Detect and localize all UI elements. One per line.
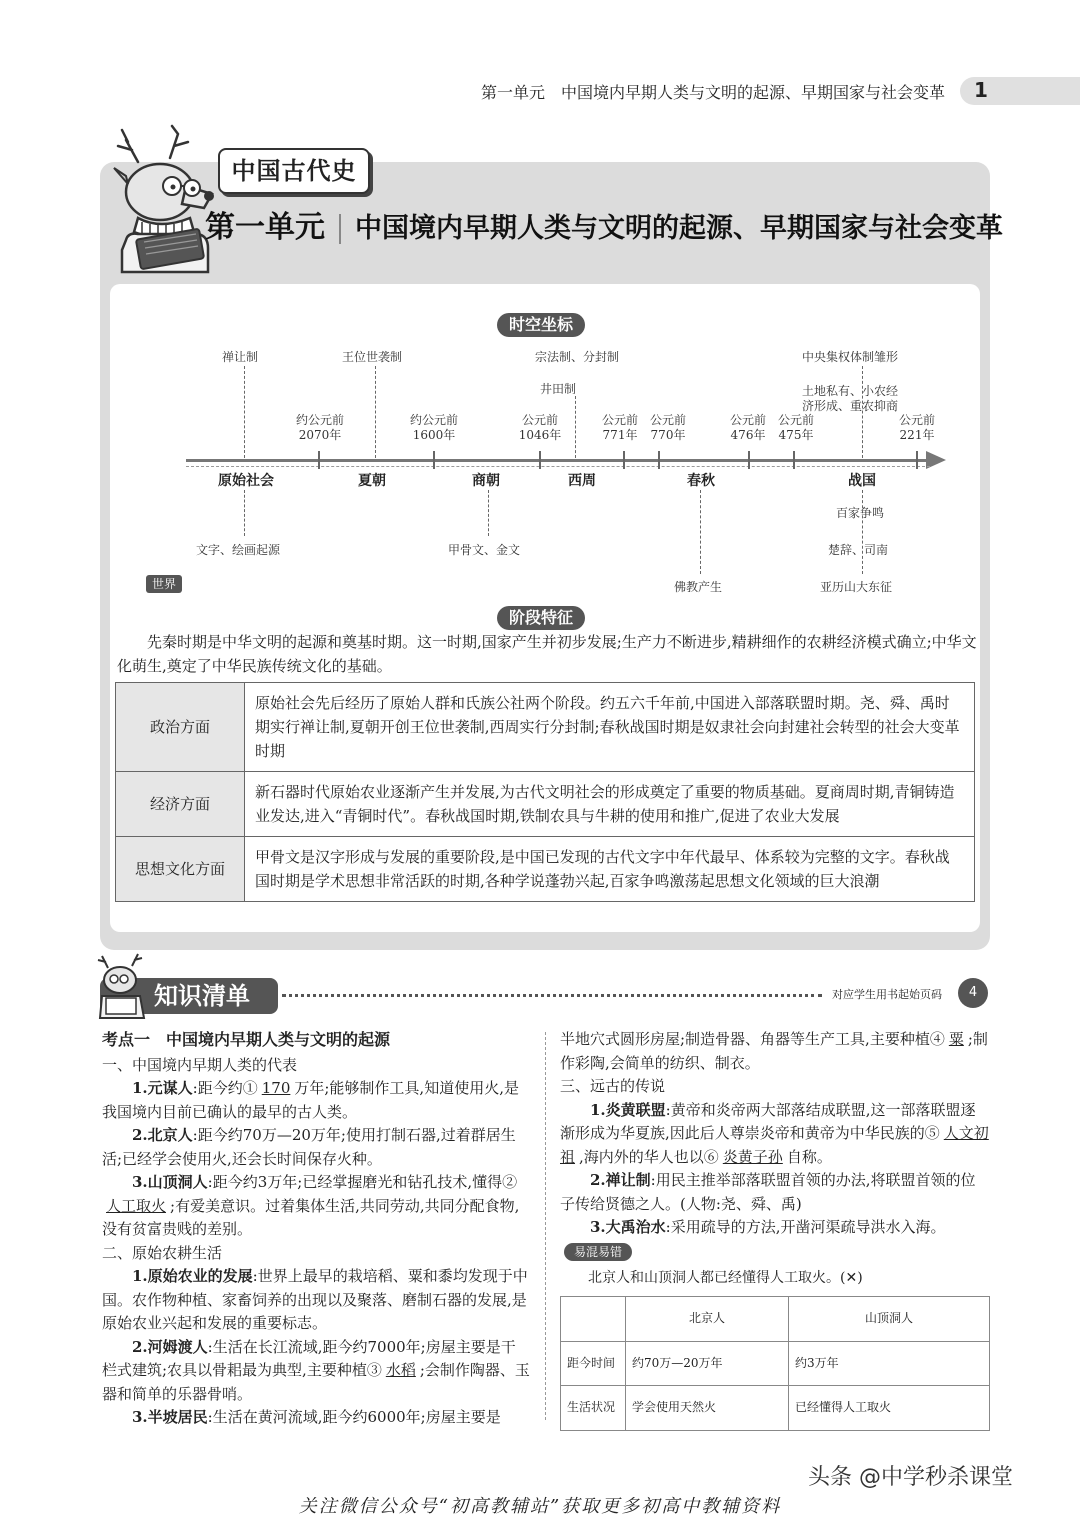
answer-blank: 170 <box>261 1079 291 1097</box>
timeline-label-well-field: 井田制 <box>540 382 577 396</box>
paragraph-peking-man: 2.北京人:距今约70万—20万年;使用打制石器,过着群居生活;已经学会使用火,还会长时间保存火种。 <box>102 1126 516 1168</box>
features-table <box>115 682 975 902</box>
connector-line <box>375 366 376 458</box>
paragraph-banpo-cont: 半地穴式圆形房屋;制造骨器、角器等生产工具,主要种植④ 粟 ;制作彩陶,会简单的纺织、制衣。 <box>560 1030 988 1072</box>
deer-reading-icon <box>94 952 150 1020</box>
connector-line <box>575 396 576 458</box>
paragraph-agriculture: 1.原始农业的发展:世界上最早的栽培稻、粟和黍均发现于中国。农作物种植、家畜饲养的出现以及聚落、磨制石器的发展,是原始农业兴起和发展的重要标志。 <box>102 1267 528 1332</box>
row-head-politics: 政治方面 <box>116 683 245 772</box>
era-western-zhou: 西周 <box>568 473 596 489</box>
timeline-date: 约公元前 1600年 <box>409 413 458 442</box>
footer-note: 关注微信公众号“初高教辅站”获取更多初高中教辅资料 <box>298 1496 782 1517</box>
header-title: 第一单元 中国境内早期人类与文明的起源、早期国家与社会变革 <box>480 83 945 102</box>
timeline-label-buddhism: 佛教产生 <box>674 580 723 594</box>
row-text-culture: 甲骨文是汉字形成与发展的重要阶段,是中国已发现的古代文字中年代最早、体系较为完整的文字。春秋战国时期是学术思想非常活跃的时期,各种学说蓬勃兴起,百家争鸣激荡起思想文化领域的巨大浪潮 <box>245 837 975 902</box>
answer-blank: 炎黄子孙 <box>722 1147 783 1166</box>
confusion-statement: 北京人和山顶洞人都已经懂得人工取火。(✕) <box>588 1269 863 1286</box>
column-divider <box>545 1032 546 1420</box>
table-row <box>116 683 975 772</box>
era-xia: 夏朝 <box>358 473 386 489</box>
timeline-date: 公元前 771年 <box>601 413 638 442</box>
answer-blank: 人文初祖 <box>560 1124 989 1166</box>
era-divider-line <box>186 466 930 467</box>
timeline-date: 公元前 475年 <box>777 413 814 442</box>
timeline-label-oracle: 甲骨文、金文 <box>448 543 521 557</box>
row-head-culture: 思想文化方面 <box>116 837 245 902</box>
connector-line <box>700 490 701 574</box>
tick <box>658 451 660 469</box>
table-row <box>561 1297 990 1342</box>
paragraph-dayu: 3.大禹治水:采用疏导的方法,开凿河渠疏导洪水入海。 <box>590 1218 946 1236</box>
table-row <box>561 1386 990 1431</box>
era-spring-autumn: 春秋 <box>687 473 715 489</box>
start-page-label: 对应学生用书起始页码 <box>832 988 942 1001</box>
row-text-politics: 原始社会先后经历了原始人群和氏族公社两个阶段。约五六千年前,中国进入部落联盟时期。尧、舜、禹时期实行禅让制,夏朝开创王位世袭制,西周实行分封制;春秋战国时期是奴隶社会向封建社会转型的社会大变革时期 <box>245 683 975 772</box>
header-dotted-rule <box>282 994 822 997</box>
page-header <box>0 75 1080 107</box>
connector-line <box>488 490 489 536</box>
timeline-heading: 时空坐标 <box>497 313 585 337</box>
answer-blank: 水稻 <box>385 1361 416 1379</box>
comparison-table <box>560 1296 990 1431</box>
timeline-label-hundred-schools: 百家争鸣 <box>836 506 885 520</box>
knowledge-list-badge: 知识清单 <box>100 978 278 1014</box>
timeline-label-writing: 文字、绘画起源 <box>196 543 281 557</box>
timeline-date: 公元前 476年 <box>729 413 766 442</box>
section-heading: 一、中国境内早期人类的代表 <box>102 1055 298 1074</box>
watermark-text: 头条 @中学秒杀课堂 <box>808 1465 1013 1490</box>
table-row <box>116 837 975 902</box>
paragraph-upper-cave: 3.山顶洞人:距今约3万年;已经掌握磨光和钻孔技术,懂得②人工取火 ;有爱美意识。过着集体生活,共同劳动,共同分配食物,没有贫富贵贱的差别。 <box>102 1173 520 1238</box>
timeline-date: 公元前 1046年 <box>518 413 562 442</box>
timeline-label-land-private: 土地私有、小农经 <box>802 384 899 398</box>
page-number-tab <box>960 77 1080 105</box>
era-shang: 商朝 <box>472 473 500 489</box>
title-separator <box>339 214 341 244</box>
table-cell: 生活状况 <box>561 1386 626 1431</box>
timeline-label-alexander: 亚历山大东征 <box>820 580 893 594</box>
table-cell: 距今时间 <box>561 1341 626 1386</box>
tick <box>433 451 435 469</box>
point-title: 考点一 中国境内早期人类与文明的起源 <box>102 1030 391 1049</box>
unit-title-sub: 中国境内早期人类与文明的起源、早期国家与社会变革 <box>355 213 1003 244</box>
paragraph-hemudu: 2.河姆渡人:生活在长江流域,距今约7000年;房屋主要是干栏式建筑;农具以骨耜最为典型,主要种植③ 水稻 ;会制作陶器、玉器和简单的乐器骨哨。 <box>102 1337 530 1403</box>
row-head-economy: 经济方面 <box>116 772 245 837</box>
timeline-label-hereditary: 王位世袭制 <box>342 350 403 364</box>
section-heading: 二、原始农耕生活 <box>102 1243 223 1262</box>
unit-title <box>205 202 1003 246</box>
page-number: 1 <box>974 78 988 102</box>
connector-line <box>244 366 245 458</box>
table-row <box>561 1341 990 1386</box>
tick <box>916 451 918 469</box>
answer-blank: 人工取火 <box>106 1196 167 1215</box>
timeline-label-agri-economy: 济形成、重农抑商 <box>802 399 899 413</box>
section-heading: 三、远古的传说 <box>560 1077 666 1095</box>
table-cell: 已经懂得人工取火 <box>789 1386 990 1431</box>
deer-mascot-illustration <box>108 122 218 278</box>
timeline-date: 约公元前 2070年 <box>295 413 344 442</box>
connector-line <box>244 490 245 536</box>
timeline-date: 公元前 221年 <box>898 413 935 442</box>
features-intro: 先秦时期是中华文明的起源和奠基时期。这一时期,国家产生并初步发展;生产力不断进步,精耕细作的农耕经济模式确立;中华文化萌生,奠定了中华民族传统文化的基础。 <box>117 633 977 675</box>
tick <box>793 451 795 469</box>
timeline-label-abdication: 禅让制 <box>222 350 259 364</box>
era-warring-states: 战国 <box>848 473 876 489</box>
knowledge-left-column <box>102 1028 530 1430</box>
answer-blank: 粟 <box>948 1030 964 1048</box>
tick <box>318 451 320 469</box>
world-tag: 世界 <box>146 575 182 593</box>
timeline-label-feudal: 宗法制、分封制 <box>535 350 620 364</box>
unit-title-main: 第一单元 <box>205 210 325 245</box>
tick <box>748 451 750 469</box>
tick <box>623 451 625 469</box>
table-cell: 约70万—20万年 <box>626 1341 789 1386</box>
paragraph-abdication: 2.禅让制:用民主推举部落联盟首领的办法,将联盟首领的位子传给贤德之人。(人物:尧、舜、禹) <box>560 1171 976 1213</box>
timeline-axis <box>186 459 930 462</box>
paragraph-yanhuang: 1.炎黄联盟:黄帝和炎帝两大部落结成联盟,这一部落联盟逐渐形成为华夏族,因此后人尊崇炎帝和黄帝为中华民族的⑤ 人文初祖 ,海内外的华人也以⑥ 炎黄子孙 自称。 <box>560 1100 989 1166</box>
connector-line <box>862 490 863 574</box>
row-text-economy: 新石器时代原始农业逐渐产生并发展,为古代文明社会的形成奠定了重要的物质基础。夏商周时期,青铜铸造业发达,进入“青铜时代”。春秋战国时期,铁制农具与牛耕的使用和推广,促进了农业大发展 <box>245 772 975 837</box>
table-header: 北京人 <box>626 1297 789 1342</box>
paragraph-banpo: 3.半坡居民:生活在黄河流域,距今约6000年;房屋主要是 <box>132 1408 501 1426</box>
timeline-label-chuci: 楚辞、司南 <box>828 543 889 557</box>
tick <box>539 451 541 469</box>
start-page-number: 4 <box>958 978 988 1008</box>
timeline-label-centralization: 中央集权体制雏形 <box>802 350 899 364</box>
table-cell: 约3万年 <box>789 1341 990 1386</box>
table-header: 山顶洞人 <box>789 1297 990 1342</box>
era-primitive: 原始社会 <box>218 473 274 489</box>
timeline-date: 公元前 770年 <box>649 413 686 442</box>
unit-category-badge: 中国古代史 <box>218 148 370 194</box>
features-heading: 阶段特征 <box>497 606 585 630</box>
paragraph-yuanmou: 1.元谋人:距今约① 170 万年;能够制作工具,知道使用火,是我国境内目前已确认的最早的古人类。 <box>102 1079 519 1121</box>
confusion-tag: 易混易错 <box>564 1243 632 1261</box>
table-cell: 学会使用天然火 <box>626 1386 789 1431</box>
knowledge-right-column <box>560 1028 990 1431</box>
table-row <box>116 772 975 837</box>
